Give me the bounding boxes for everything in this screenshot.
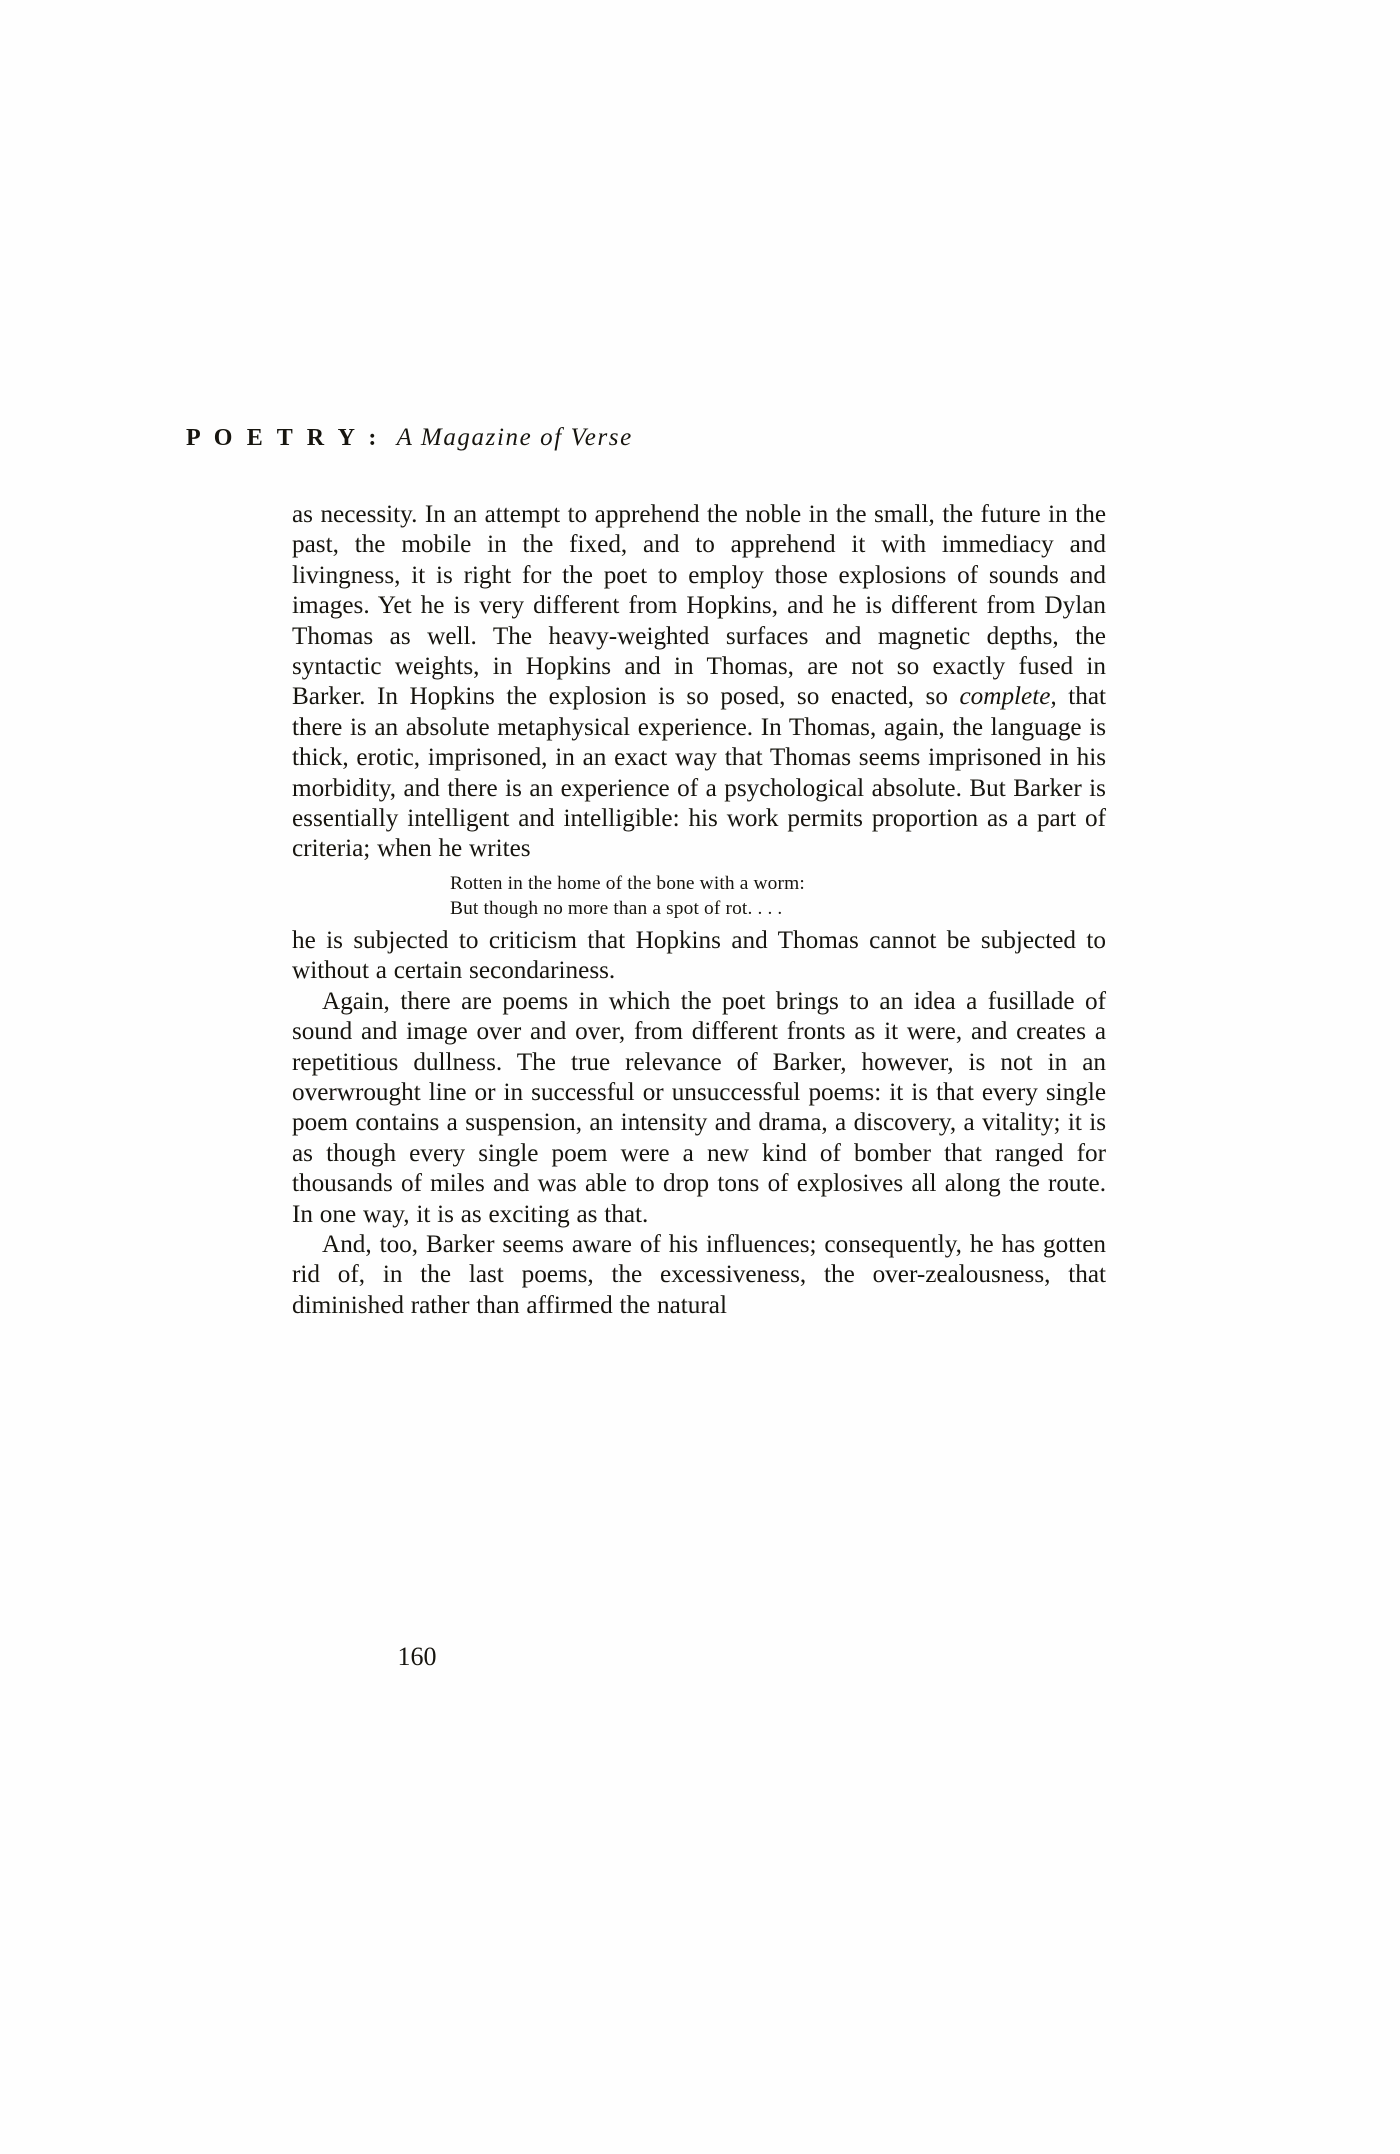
paragraph-4: And, too, Barker seems aware of his influences; consequently, he has gotten rid of, in the last poems, the excessiveness, the over-zealousness, that diminished rather than affirmed the natural	[292, 1230, 1106, 1319]
paragraph-1-run-3: that there is an absolute metaphysical experience. In Thomas, again, the language is thick, erotic, imprisoned, in an exact way that Thomas seems imprisoned in his morbidity, and there is an experience of a psychological absolute. But Barker is essentially intelligent and intelligible: his work permits proportion as a part of criteria; when he writes	[292, 683, 1106, 863]
paragraph-2: he is subjected to criticism that Hopkins and Thomas cannot be subjected to without a certain secondariness.	[292, 926, 1106, 985]
paragraph-1-run-1: as necessity. In an attempt to apprehend the noble in the small, the future in the past, the mobile in the fixed, and to apprehend it with immediacy and livingness, it is right for the poet to employ those explosions of sounds and images. Yet he is very different from Hopkins, and he is different from Dylan Thomas as well. The heavy-weighted surfaces and magnetic depths, the syntactic weights, in Hopkins and in Thomas, are not so exactly fused in Barker. In Hopkins the explosion is so posed, so enacted, so	[292, 501, 1106, 711]
running-head	[186, 424, 1086, 452]
verse-line-1: Rotten in the home of the bone with a worm:	[450, 872, 805, 894]
verse-quotation	[292, 871, 1106, 922]
body-text-block	[292, 500, 1106, 1321]
verse-line-2: But though no more than a spot of rot. . . .	[450, 898, 783, 920]
paragraph-1-run-2-italic: complete,	[959, 683, 1057, 711]
running-head-subtitle: A Magazine of Verse	[396, 424, 633, 451]
paragraph-3: Again, there are poems in which the poet brings to an idea a fusillade of sound and image over and over, from different fronts as it were, and creates a repetitious dullness. The true relevance of Barker, however, is not in an overwrought line or in successful or unsuccessful poems: it is that every single poem contains a suspension, an intensity and drama, a discovery, a vitality; it is as though every single poem were a new kind of bomber that ranged for thousands of miles and was able to drop tons of explosives all along the route. In one way, it is as exciting as that.	[292, 987, 1106, 1228]
paragraph-1	[292, 500, 1106, 865]
page-number: 160	[397, 1642, 437, 1671]
running-head-title: P O E T R Y :	[186, 425, 381, 451]
